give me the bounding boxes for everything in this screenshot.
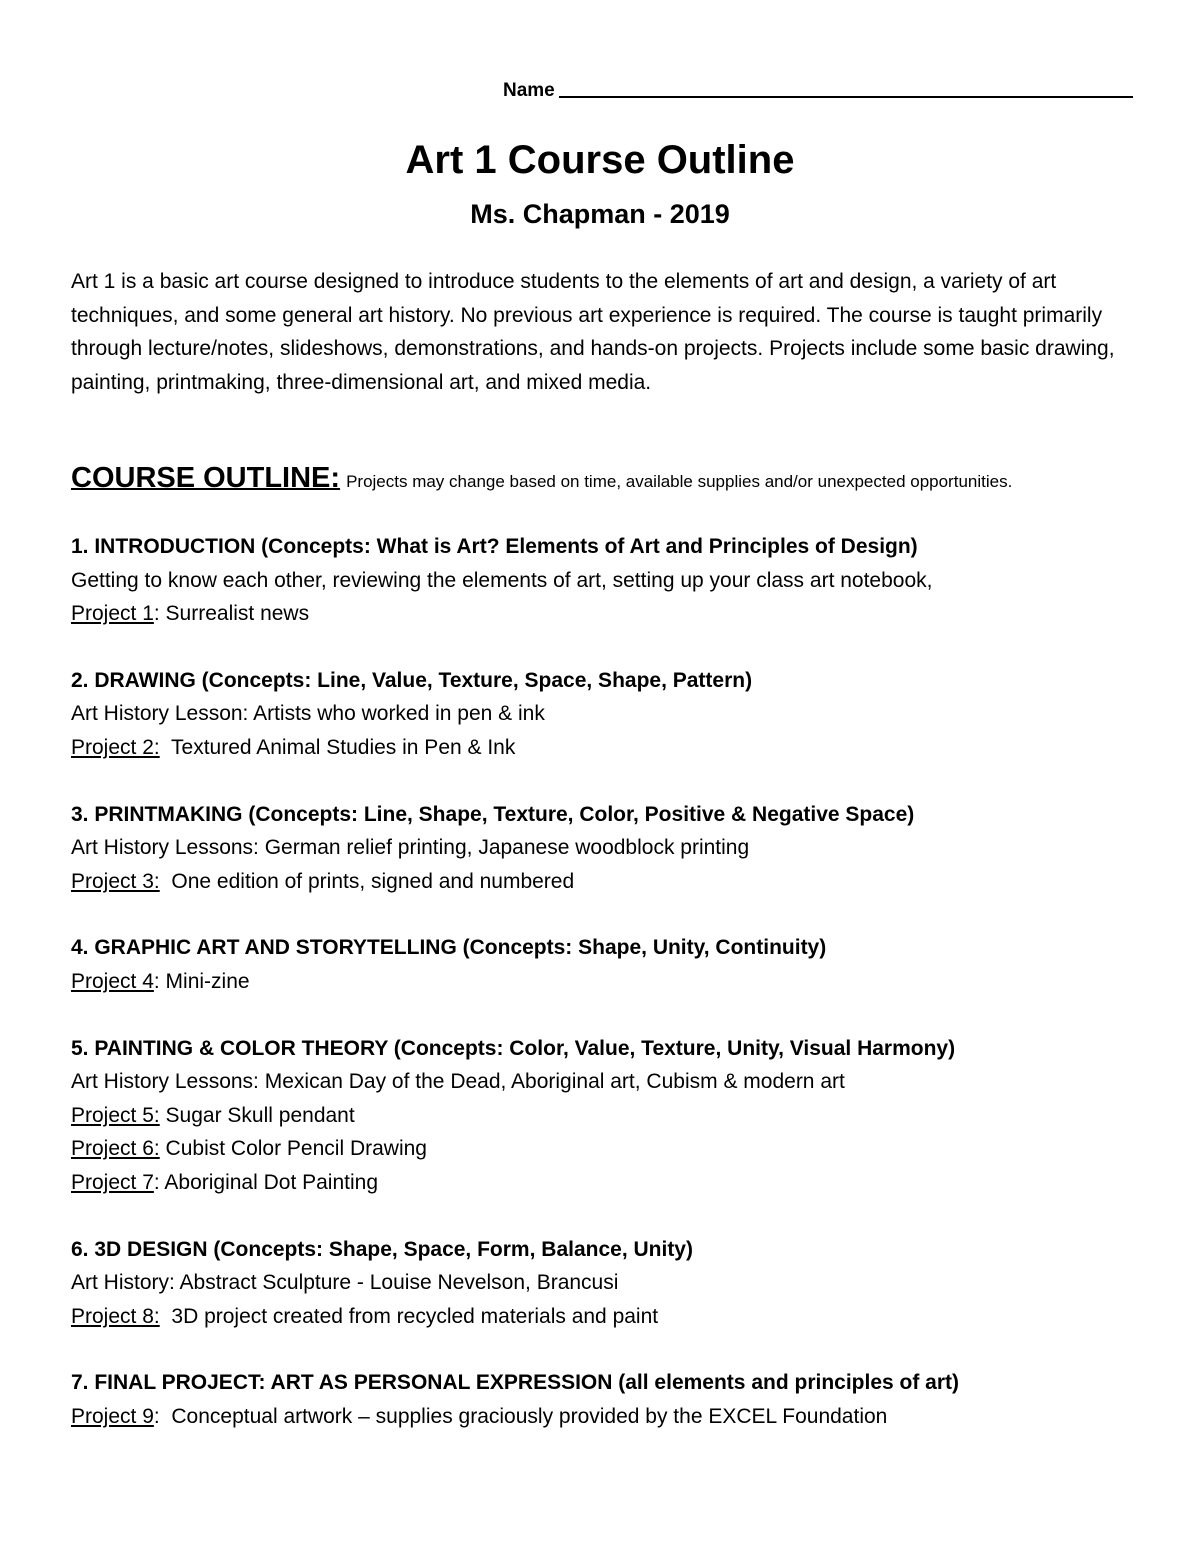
course-outline-title: COURSE OUTLINE: [71, 462, 341, 494]
section-title: 4. GRAPHIC ART AND STORYTELLING (Concepts: Shape, Unity, Continuity) [71, 936, 827, 960]
name-field [503, 72, 1133, 102]
section-painting [71, 1032, 1171, 1200]
project-text: Cubist Color Pencil Drawing [159, 1137, 427, 1161]
section-3d-design [71, 1233, 1171, 1334]
project-text: One edition of prints, signed and numbered [159, 869, 575, 893]
section-title: 5. PAINTING & COLOR THEORY (Concepts: Color, Value, Texture, Unity, Visual Harmony) [71, 1036, 956, 1060]
name-label: Name [503, 80, 555, 101]
project-label: Project 9 [71, 1404, 154, 1428]
project-line [71, 731, 1171, 765]
page-title: Art 1 Course Outline [405, 138, 795, 182]
section-text: Art History: Abstract Sculpture - Louise Nevelson, Brancusi [71, 1271, 619, 1295]
project-text: : Surrealist news [153, 602, 310, 626]
project-line [71, 1400, 1171, 1434]
project-text: 3D project created from recycled materials and paint [159, 1304, 659, 1328]
project-text: : Aboriginal Dot Painting [153, 1170, 379, 1194]
course-outline-heading [71, 462, 1171, 495]
project-label: Project 2: [71, 735, 160, 759]
project-line [71, 1132, 1171, 1166]
project-line [71, 965, 1171, 999]
section-text: Art History Lessons: German relief printing, Japanese woodblock printing [71, 836, 750, 860]
project-line [71, 1300, 1171, 1334]
section-title: 7. FINAL PROJECT: ART AS PERSONAL EXPRESSION (all elements and principles of art) [71, 1371, 960, 1395]
project-text: Textured Animal Studies in Pen & Ink [159, 735, 516, 759]
section-title: 1. INTRODUCTION (Concepts: What is Art? Elements of Art and Principles of Design) [71, 535, 918, 558]
project-label: Project 1 [71, 602, 154, 626]
name-blank-line [559, 78, 1133, 98]
intro-paragraph: Art 1 is a basic art course designed to introduce students to the elements of art and design, a variety of art techniques, and some general art history. No previous art experience is required. The course is taught primarily through lecture/notes, slideshows, demonstrations, and hands-on projects. Projects include some basic drawing, painting, printmaking, three-dimensional art, and mixed media. [71, 270, 1115, 394]
section-text: Art History Lessons: Mexican Day of the Dead, Aboriginal art, Cubism & modern art [71, 1070, 845, 1094]
page-subtitle: Ms. Chapman - 2019 [470, 199, 730, 229]
project-label: Project 8: [71, 1304, 160, 1328]
section-printmaking [71, 798, 1171, 899]
section-introduction [71, 530, 1171, 631]
project-label: Project 4 [71, 969, 154, 993]
section-title: 3. PRINTMAKING (Concepts: Line, Shape, Texture, Color, Positive & Negative Space) [71, 802, 915, 826]
project-label: Project 7 [71, 1170, 154, 1194]
section-title: 2. DRAWING (Concepts: Line, Value, Texture, Space, Shape, Pattern) [71, 668, 753, 692]
project-line [71, 1166, 1171, 1200]
project-text: : Mini-zine [153, 969, 250, 993]
course-sections [71, 530, 1171, 1466]
section-final-project [71, 1366, 1171, 1433]
project-text: Sugar Skull pendant [159, 1103, 355, 1127]
section-drawing [71, 664, 1171, 765]
section-text: Getting to know each other, reviewing the elements of art, setting up your class art notebook, [71, 568, 933, 592]
section-title: 6. 3D DESIGN (Concepts: Shape, Space, Form, Balance, Unity) [71, 1237, 693, 1261]
project-line [71, 1099, 1171, 1133]
project-text: : Conceptual artwork – supplies graciously provided by the EXCEL Foundation [153, 1404, 888, 1428]
section-text: Art History Lesson: Artists who worked in pen & ink [71, 702, 545, 726]
project-line [71, 865, 1171, 899]
course-outline-note: Projects may change based on time, available supplies and/or unexpected opportunities. [346, 472, 1013, 491]
section-graphic-art [71, 931, 1171, 998]
project-label: Project 3: [71, 869, 160, 893]
project-label: Project 6: [71, 1137, 160, 1161]
project-line [71, 597, 1171, 631]
project-label: Project 5: [71, 1103, 160, 1127]
